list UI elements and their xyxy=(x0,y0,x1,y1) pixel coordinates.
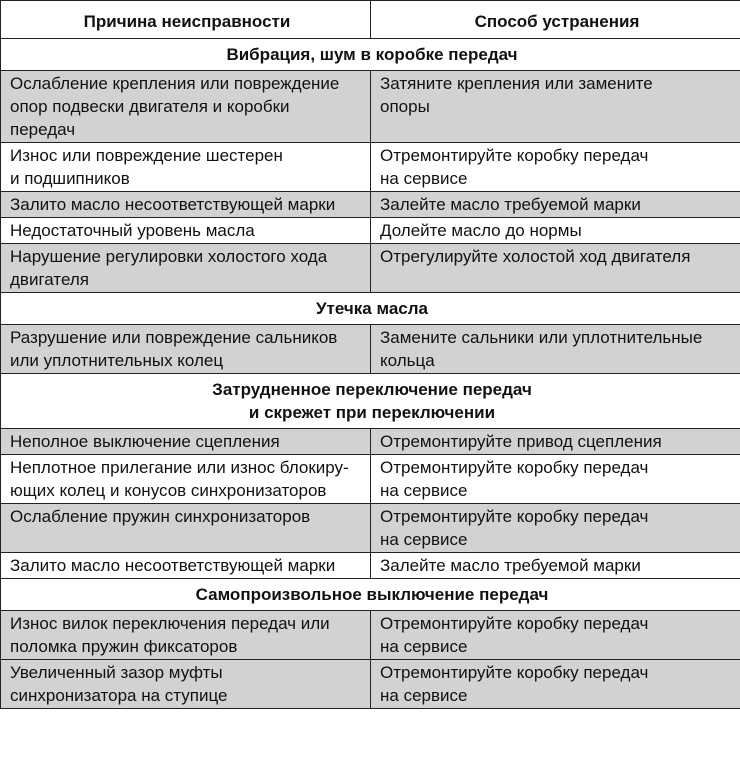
table-row xyxy=(1,611,740,660)
section-row xyxy=(1,579,740,611)
cause-text: Залито масло несоответствующей марки xyxy=(10,195,336,214)
cause-cell xyxy=(1,660,371,709)
remedy-cell xyxy=(371,218,740,244)
cause-text: Разрушение или повреждение сальников или уплотнительных колец xyxy=(10,328,338,370)
remedy-text: Отремонтируйте привод сцепления xyxy=(380,432,662,451)
remedy-cell xyxy=(371,660,740,709)
cause-cell xyxy=(1,143,371,192)
section-row xyxy=(1,39,740,71)
section-title xyxy=(1,293,740,325)
remedy-cell xyxy=(371,553,740,579)
table-row xyxy=(1,143,740,192)
section-row xyxy=(1,293,740,325)
table-row xyxy=(1,192,740,218)
remedy-text: Отремонтируйте коробку передач на сервисе xyxy=(380,614,649,656)
remedy-cell xyxy=(371,611,740,660)
remedy-text: Долейте масло до нормы xyxy=(380,221,582,240)
remedy-text: Замените сальники или уплотнительные кольца xyxy=(380,328,703,370)
cause-cell xyxy=(1,325,371,374)
table-row xyxy=(1,504,740,553)
table-row xyxy=(1,660,740,709)
cause-text: Увеличенный зазор муфты синхронизатора на ступице xyxy=(10,663,228,705)
header-remedy: Способ устранения xyxy=(371,1,740,39)
cause-cell xyxy=(1,218,371,244)
remedy-cell xyxy=(371,143,740,192)
table-row xyxy=(1,553,740,579)
cause-text: Ослабление пружин синхронизаторов xyxy=(10,507,311,526)
section-title xyxy=(1,39,740,71)
section-title xyxy=(1,579,740,611)
section-title-text: Утечка масла xyxy=(315,299,428,318)
cause-cell xyxy=(1,429,371,455)
section-title xyxy=(1,374,740,429)
table-row xyxy=(1,325,740,374)
cause-cell xyxy=(1,244,371,293)
header-row xyxy=(1,1,740,39)
remedy-text: Отрегулируйте холостой ход двигателя xyxy=(380,247,691,266)
remedy-text: Отремонтируйте коробку передач на сервисе xyxy=(380,146,649,188)
remedy-text: Отремонтируйте коробку передач на сервисе xyxy=(380,663,649,705)
remedy-cell xyxy=(371,244,740,293)
remedy-text: Затяните крепления или замените опоры xyxy=(380,74,653,116)
cause-text: Недостаточный уровень масла xyxy=(10,221,255,240)
cause-cell xyxy=(1,553,371,579)
cause-cell xyxy=(1,504,371,553)
section-title-text: Затрудненное переключение передач и скрежет при переключении xyxy=(212,380,532,422)
remedy-text: Залейте масло требуемой марки xyxy=(380,195,641,214)
remedy-cell xyxy=(371,504,740,553)
remedy-cell xyxy=(371,325,740,374)
cause-text: Износ или повреждение шестерен и подшипников xyxy=(10,146,283,188)
cause-cell xyxy=(1,611,371,660)
table-row xyxy=(1,244,740,293)
cause-text: Износ вилок переключения передач или поломка пружин фиксаторов xyxy=(10,614,330,656)
remedy-text: Отремонтируйте коробку передач на сервисе xyxy=(380,458,649,500)
remedy-cell xyxy=(371,192,740,218)
section-title-text: Вибрация, шум в коробке передач xyxy=(226,45,518,64)
remedy-text: Отремонтируйте коробку передач на сервисе xyxy=(380,507,649,549)
header-cause: Причина неисправности xyxy=(1,1,371,39)
table-row xyxy=(1,71,740,143)
remedy-cell xyxy=(371,429,740,455)
section-title-text: Самопроизвольное выключение передач xyxy=(195,585,549,604)
cause-text: Неполное выключение сцепления xyxy=(10,432,280,451)
remedy-cell xyxy=(371,455,740,504)
section-row xyxy=(1,374,740,429)
cause-text: Ослабление крепления или повреждение опор подвески двигателя и коробки передач xyxy=(10,74,340,139)
cause-text: Неплотное прилегание или износ блокиру- ющих колец и конусов синхронизаторов xyxy=(10,458,349,500)
table-row xyxy=(1,218,740,244)
cause-text: Нарушение регулировки холостого хода двигателя xyxy=(10,247,328,289)
remedy-cell xyxy=(371,71,740,143)
cause-cell xyxy=(1,71,371,143)
table-row xyxy=(1,455,740,504)
cause-cell xyxy=(1,455,371,504)
cause-cell xyxy=(1,192,371,218)
remedy-text: Залейте масло требуемой марки xyxy=(380,556,641,575)
table-row xyxy=(1,429,740,455)
cause-text: Залито масло несоответствующей марки xyxy=(10,556,336,575)
